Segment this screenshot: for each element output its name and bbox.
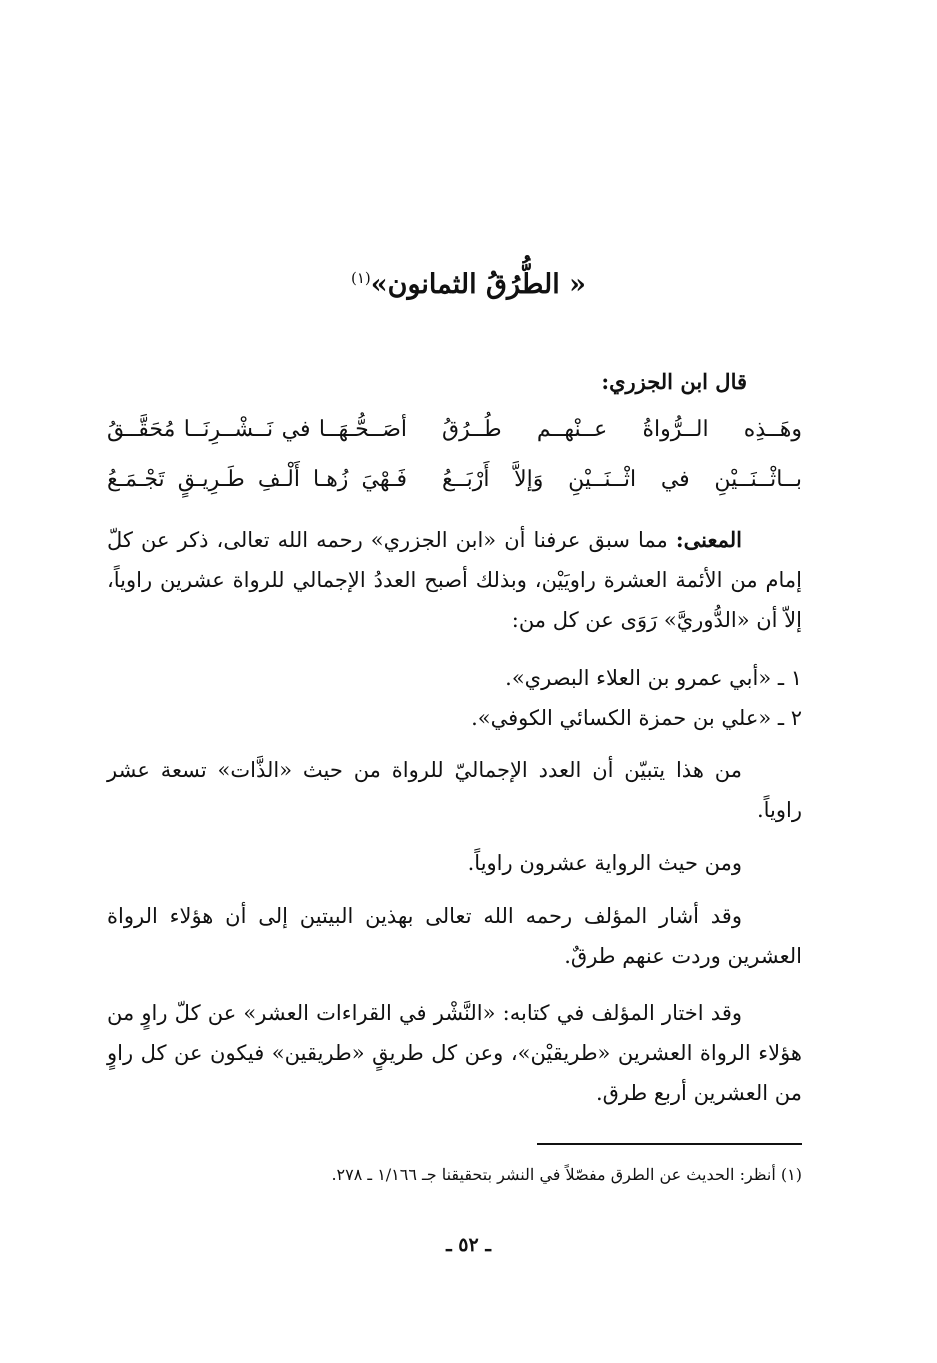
footnote-mark: (١) — [350, 269, 371, 287]
verse-1-second-hemistich: أصَــحُّـهَــا في نَــشْــرِنَــا مُحَقَّــقُ — [107, 417, 407, 442]
meaning-text: مما سبق عرفنا أن «ابن الجزري» رحمه الله تعالى، ذكر عن كلّ إمام من الأئمة العشرة راويَيْن، وبذلك أصبح العددُ الإجمالي للرواة عشرين راوياً، إلاّ أن «الدُّوريَّ» رَوَى عن كل من: — [107, 528, 802, 632]
verse-1-first-hemistich: وهَــذِه الــرُّواةُ عــنْهــم طُــرُقُ — [442, 417, 802, 442]
page-number: ـ ٥٢ ـ — [446, 1234, 491, 1256]
paragraph: ومن حيث الرواية عشرون راوياً. — [467, 851, 742, 875]
intro-line: قال ابن الجزري: — [601, 369, 747, 394]
page-title — [0, 258, 937, 305]
verse-2-first-hemistich: بــاثْــنَــيْنِ في اثْــنَــيْنِ وَإلاَّ أَرْبَــعُ — [442, 467, 802, 492]
paragraph: وقد اختار المؤلف في كتابه: «النَّشْر في القراءات العشر» عن كلّ راوٍ من هؤلاء الرواة العشرين «طريقيْن»، وعن كل طريقٍ «طريقين» فيكون عن كل راوٍ من العشرين أربع طرق. — [107, 1001, 802, 1105]
footnote-divider — [537, 1143, 802, 1145]
verse-line-1 — [107, 410, 802, 450]
page-title-text: « الطُّرُقُ الثمانون» — [370, 269, 587, 300]
meaning-paragraph — [107, 520, 802, 640]
paragraph: وقد أشار المؤلف رحمه الله تعالى بهذين البيتين إلى أن هؤلاء الرواة العشرين وردت عنهم طرقٌ. — [107, 904, 802, 968]
verse-2-second-hemistich: فَـهْيَ زُهـا أَلْـفِ طَـرِيـقٍ تَجْـمَـعُ — [107, 467, 407, 492]
verse-line-2 — [107, 460, 802, 500]
list-item: ١ ـ «أبي عمرو بن العلاء البصري». — [505, 666, 802, 690]
list-item: ٢ ـ «علي بن حمزة الكسائي الكوفي». — [471, 706, 802, 730]
meaning-label: المعنى: — [675, 527, 742, 552]
footnote: (١) أنظر: الحديث عن الطرق مفصّلاً في النشر بتحقيقنا جـ ١/١٦٦ ـ ٢٧٨. — [331, 1165, 802, 1184]
paragraph: من هذا يتبيّن أن العدد الإجماليّ للرواة من حيث «الذَّات» تسعة عشر راوياً. — [107, 758, 802, 822]
